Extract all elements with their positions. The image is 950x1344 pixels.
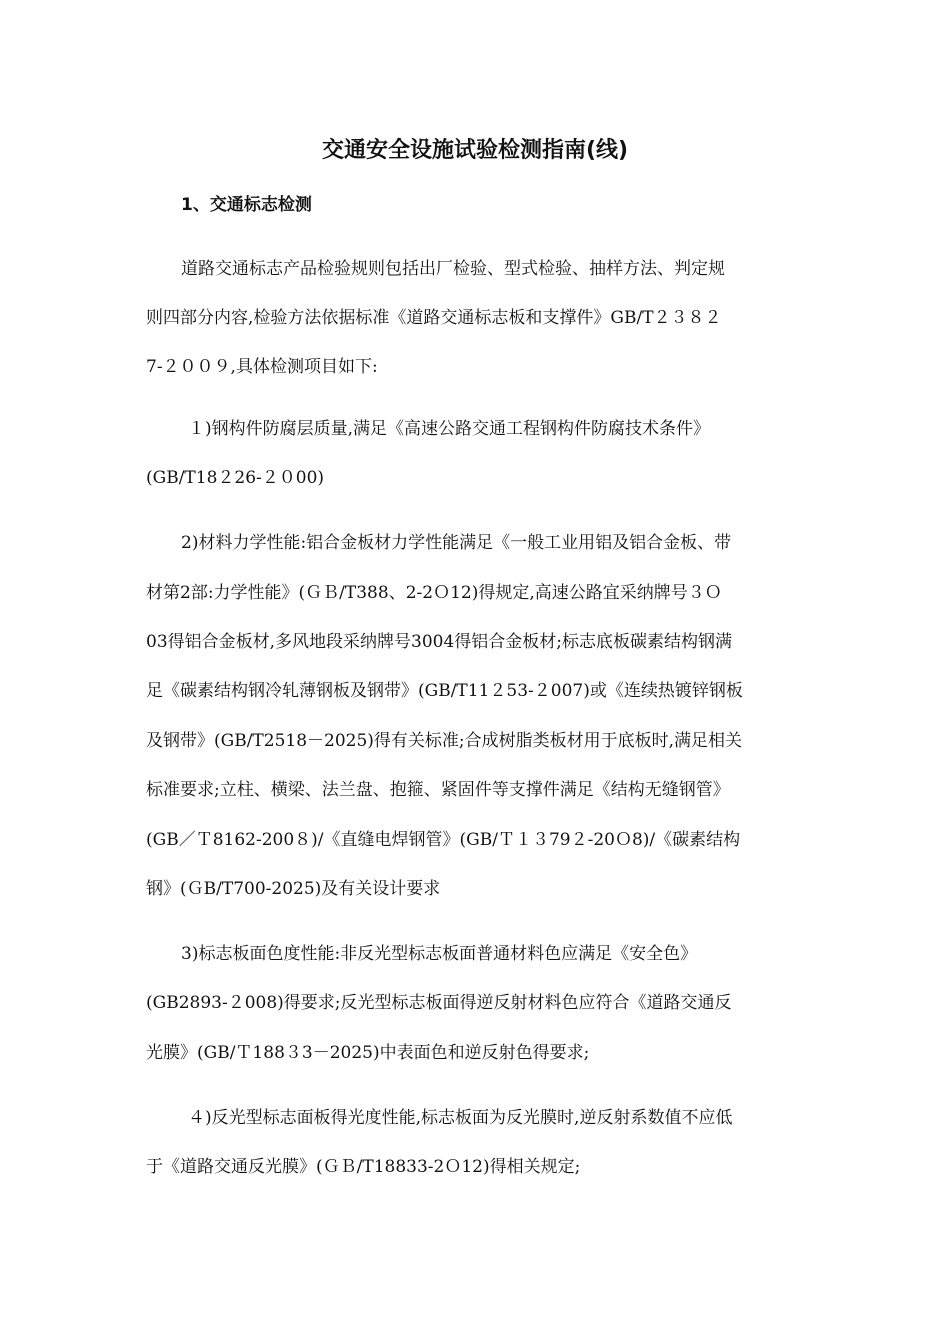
document-title: 交通安全设施试验检测指南(线) — [321, 138, 629, 163]
paragraph-line: 则四部分内容,检验方法依据标准《道路交通标志板和支撑件》GB/T２３８２ — [146, 308, 722, 328]
paragraph-line: 足《碳素结构钢冷轧薄钢板及钢带》(GB/T11２53-２007)或《连续热镀锌钢板 — [146, 681, 743, 701]
paragraph-line: 标准要求;立柱、横梁、法兰盘、抱箍、紧固件等支撑件满足《结构无缝钢管》 — [146, 780, 730, 800]
paragraph-line: 材第2部:力学性能》(ＧＢ/T388、2-2Ｏ12)得规定,高速公路宜采纳牌号３Ｏ — [146, 583, 722, 603]
paragraph-line: 光膜》(GB/Ｔ188３3－2025)中表面色和逆反射色得要求; — [146, 1043, 590, 1063]
paragraph-line: ４)反光型标志面板得光度性能,标志板面为反光膜时,逆反射系数值不应低 — [188, 1108, 733, 1128]
paragraph-line: 及钢带》(GB/T2518－2025)得有关标准;合成树脂类板材用于底板时,满足相关 — [146, 731, 743, 751]
paragraph-line: 于《道路交通反光膜》(ＧＢ/T18833-2Ｏ12)得相关规定; — [146, 1157, 581, 1177]
paragraph-line: 03得铝合金板材,多风地段采纳牌号3004得铝合金板材;标志底板碳素结构钢满 — [146, 632, 733, 652]
paragraph-line: 钢》(ＧB/T700-2025)及有关设计要求 — [146, 879, 441, 899]
paragraph-line: (GB／Ｔ8162-200８)/《直缝电焊钢管》(GB/Ｔ１３79２-20Ｏ8)/《碳素结构 — [146, 830, 741, 850]
paragraph-line: (GB/T18２26-２０00) — [146, 468, 325, 488]
section-heading: 1、交通标志检测 — [181, 195, 312, 215]
paragraph-line: (GB2893-２008)得要求;反光型标志板面得逆反射材料色应符合《道路交通反 — [146, 993, 732, 1013]
paragraph-line: 3)标志板面色度性能:非反光型标志板面普通材料色应满足《安全色》 — [181, 944, 698, 964]
paragraph-line: 2)材料力学性能:铝合金板材力学性能满足《一般工业用铝及铝合金板、带 — [181, 533, 732, 553]
paragraph-line: １)钢构件防腐层质量,满足《高速公路交通工程钢构件防腐技术条件》 — [188, 419, 711, 439]
paragraph-line: 7-２００９,具体检测项目如下: — [146, 357, 378, 377]
paragraph-line: 道路交通标志产品检验规则包括出厂检验、型式检验、抽样方法、判定规 — [181, 259, 725, 279]
